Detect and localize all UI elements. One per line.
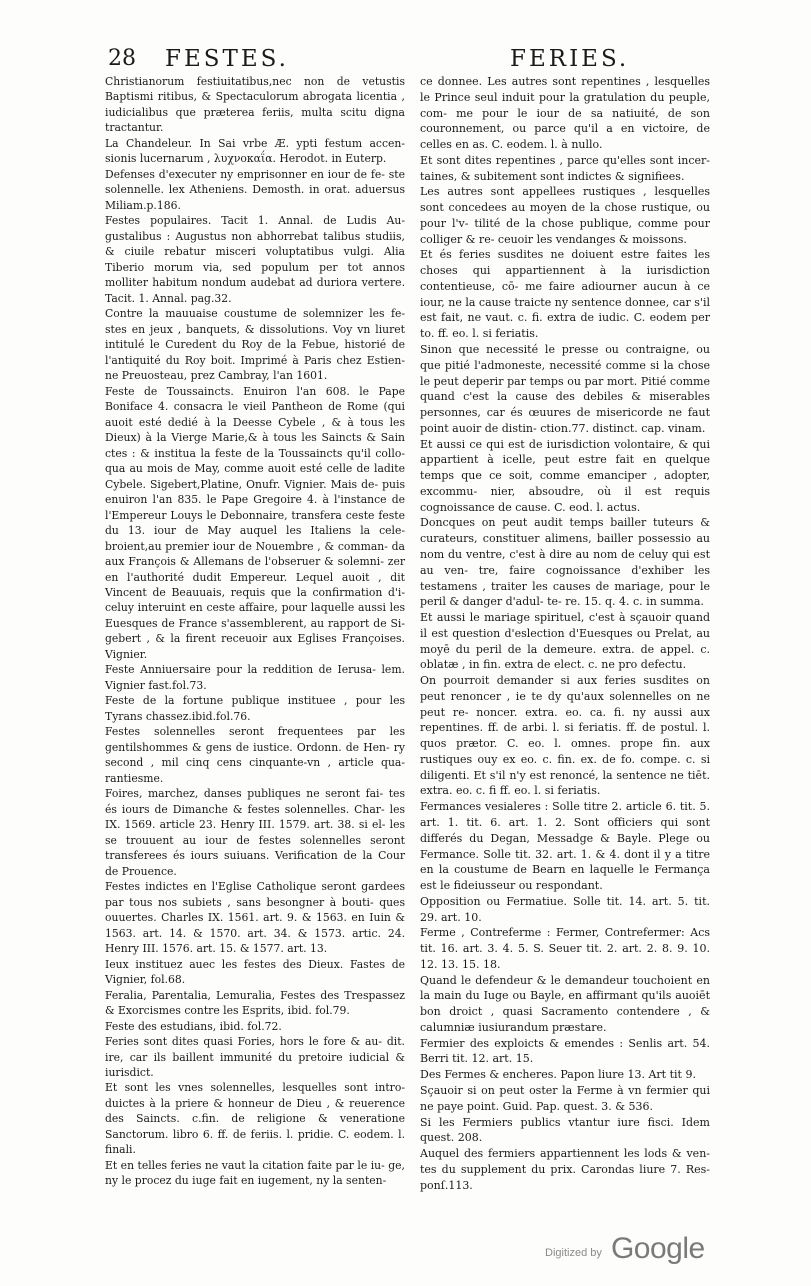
digitized-by-label: Digitized by [545,1247,602,1259]
paragraph: Les autres sont appellees rustiques , lesquelles sont concedees au moyen de la chose rustique, ou pour l'v- tilité de la chose publique, comme pour colliger & re- ceuoir les vendanges & moissons. [420,185,710,246]
paragraph: Et sont dites repentines , parce qu'elles sont incer- taines, & subitement sont indictes & signifiees. [420,153,710,183]
paragraph: Sçauoir si on peut oster la Ferme à vn fermier qui ne paye point. Guid. Pap. quest. 3. & 536. [420,1084,710,1113]
left-column [105,74,405,1189]
paragraph: Doncques on peut audit temps bailler tuteurs & curateurs, constituer alimens, bailler possessio au nom du ventre, c'est à dire au nom de celuy qui est au ven- tre, faire cognoissance d'exhiber les testamens , traiter les causes de mariage, pour le peril & danger d'adul- te- re. 15. q. 4. c. in summa. [420,516,710,609]
paragraph: On pourroit demander si aux feries susdites on peut renoncer , ie te dy qu'aux solennelles on ne peut re- noncer. extra. eo. ca. fi. ny aussi aux repentines. ff. de arbi. l. si feriatis. ff. de postul. l. quos prætor. C. eo. l. omnes. prope fin. aux rustiques ouy ex eo. c. fin. ex. de fo. compe. c. si diligenti. Et s'il n'y est renoncé, la sentence ne tiēt. extra. eo. c. fi ff. eo. l. si feriatis. [420,674,710,798]
paragraph: La Chandeleur. In Sai vrbe Æ. ypti festum accen- sionis lucernarum , λυχνοκαΐα. Herodot. in Euterp. [105,136,405,166]
paragraph: Et aussi ce qui est de iurisdiction volontaire, & qui appartient à icelle, peut estre fait en quelque temps que ce soit, comme emanciper , adopter, excommu- nier, absoudre, où il est requis cognoissance de cause. C. eod. l. actus. [420,437,710,514]
paragraph: Fermier des exploicts & emendes : Senlis art. 54. Berri tit. 12. art. 15. [420,1036,710,1066]
paragraph: Feste de Toussaincts. Enuiron l'an 608. le Pape Boniface 4. consacra le vieil Pantheon de Rome (qui auoit esté dedié à la Deesse Cybele , & à tous les Dieux) à la Vierge Marie,& à tous les Saincts & Sain ctes : & institua la feste de la Toussaincts qu'il collo- qua au mois de May, comme auoit esté celle de ladite Cybele. Sigebert,Platine, Onufr. Vignier. Mais de- puis enuiron l'an 835. le Pape Gregoire 4. à l'instance de l'Empereur Louys le Debonnaire, transfera ceste feste du 13. iour de May auquel les Italiens la cele- broient,au premier iour de Nouembre , & comman- da aux François & Allemans de l'obseruer & solemni- zer en l'authorité dudit Empereur. Lequel auoit , dit Vincent de Beauuais, requis que la confirmation d'i- celuy interuint en ceste affaire, pour laquelle aussi les Euesques de France s'assemblerent, au rapport de Si- gebert , & la firent receuoir aux Eglises Françoises. Vignier. [105,384,405,661]
paragraph: Foires, marchez, danses publiques ne seront fai- tes és iours de Dimanche & festes solennelles. Char- les IX. 1569. article 23. Henry III. 1579. art. 38. si el- les se trouuent au iour de festes solennelles seront transferees és iours suiuans. Verification de la Cour de Prouence. [105,787,405,878]
digitized-by-google [545,1232,805,1272]
paragraph: Ieux instituez auec les festes des Dieux. Fastes de Vignier, fol.68. [105,957,405,987]
paragraph: Et sont les vnes solennelles, lesquelles sont intro- duictes à la priere & honneur de Dieu , & reuerence des Saincts. c.fin. de religione & veneratione Sanctorum. libro 6. ff. de feriis. l. pridie. C. eodem. l. finali. [105,1081,405,1157]
paragraph: ce donnee. Les autres sont repentines , lesquelles le Prince seul induit pour la gratulation du peuple, com- me pour le iour de sa natiuité, de son couronnement, ou parce qu'il a en victoire, de celles en as. C. eodem. l. à nullo. [420,75,710,152]
paragraph: Contre la mauuaise coustume de solemnizer les fe- stes en jeux , banquets, & dissolutions. Voy vn liuret intitulé le Curedent du Roy de la Febue, historié de l'antiquité du Roy boit. Imprimé à Paris chez Estien- ne Preuosteau, prez Cambray, l'an 1601. [105,307,405,383]
paragraph: Christianorum festiuitatibus,nec non de vetustis Baptismi ritibus, & Spectaculorum abrogata licentia , iudicialibus que præterea feriis, multa scitu digna tractantur. [105,75,405,135]
paragraph: Feste de la fortune publique instituee , pour les Tyrans chassez.ibid.fol.76. [105,694,405,723]
paragraph: Et aussi le mariage spirituel, c'est à sçauoir quand il est question d'eslection d'Euesques ou Prelat, au moyē du peril de la demeure. extra. de appel. c. oblatæ , in fin. extra de elect. c. ne pro defectu. [420,611,710,672]
paragraph: Ferme , Contreferme : Fermer, Contrefermer: Acs tit. 16. art. 3. 4. 5. S. Seuer tit. 2. art. 2. 8. 9. 10. 12. 13. 15. 18. [420,926,710,971]
right-column [420,74,710,1193]
paragraph: Feries sont dites quasi Fories, hors le fore & au- dit. ire, car ils baillent immunité du pretoire iudicial & iurisdict. [105,1035,405,1079]
google-logo: Google [610,1232,705,1265]
paragraph: Des Fermes & encheres. Papon liure 13. Art tit 9. [420,1068,696,1082]
paragraph: Feste des estudians, ibid. fol.72. [105,1019,282,1033]
paragraph: Auquel des fermiers appartiennent les lods & ven- tes du supplement du prix. Carondas liure 7. Res- ponſ.113. [420,1147,710,1192]
paragraph: Quand le defendeur & le demandeur touchoient en la main du Iuge ou Bayle, en affirmant qu'ils auoiēt bon droict , quasi Sacramento contendere , & calumniæ iusiurandum præstare. [420,973,710,1034]
paragraph: Festes solennelles seront frequentees par les gentilshommes & gens de iustice. Ordonn. de Hen- ry second , mil cinq cens cinquante-vn , article qua- rantiesme. [105,725,405,785]
paragraph: Festes indictes en l'Eglise Catholique seront gardees par tous nos subiets , sans besongner à bouti- ques ouuertes. Charles IX. 1561. art. 9. & 1563. en Iuin & 1563. art. 14. & 1570. art. 34. & 1573. artic. 24. Henry III. 1576. art. 15. & 1577. art. 13. [105,880,405,956]
paragraph: Festes populaires. Tacit 1. Annal. de Ludis Au- gustalibus : Augustus non abhorrebat talibus studiis, & ciuile rebatur misceri voluptatibus vulgi. Alia Tiberio morum via, sed populum per tot annos molliter habitum nondum audebat ad duriora vertere. Tacit. 1. Annal. pag.32. [105,214,405,305]
paragraph: Opposition ou Fermatiue. Solle tit. 14. art. 5. tit. 29. art. 10. [420,894,710,924]
paragraph: Si les Fermiers publics vtantur iure fisci. Idem quest. 208. [420,1115,710,1145]
paragraph: Feralia, Parentalia, Lemuralia, Festes des Trespassez & Exorcismes contre les Esprits, ibid. fol.79. [105,988,405,1018]
paragraph: Et en telles feries ne vaut la citation faite par le iu- ge, ny le procez du iuge fait en iugement, ny la senten- [105,1158,405,1188]
paragraph: Fermances vesialeres : Solle titre 2. article 6. tit. 5. art. 1. tit. 6. art. 1. 2. Sont officiers qui sont differés du Degan, Messadge & Bayle. Plege ou Fermance. Solle tit. 32. art. 1. & 4. dont il y a titre en la coustume de Bearn en laquelle le Fermança est le fideiusseur ou respondant. [420,800,710,893]
running-head-left: FESTES. [165,46,289,72]
paragraph: Defenses d'executer ny emprisonner en iour de fe- ste solennelle. lex Atheniens. Demosth. in orat. aduersus Miliam.p.186. [105,167,405,212]
paragraph: Feste Anniuersaire pour la reddition de Ierusa- lem. Vignier fast.fol.73. [105,663,405,692]
paragraph: Sinon que necessité le presse ou contraigne, ou que pitié l'admoneste, necessité comme si la chose le peut deperir par temps ou par mort. Pitié comme quand c'est la cause des debiles & miserables personnes, car és œuures de misericorde ne faut point auoir de distin- ction.77. distinct. cap. vinam. [420,343,710,435]
running-head-right: FERIES. [510,46,630,72]
page-number: 28 [108,46,136,71]
paragraph: Et és feries susdites ne doiuent estre faites les choses qui appartiennent à la iurisdiction contentieuse, cō- me faire adiourner aucun à ce iour, ne la cause traicte ny sentence donnee, car s'il est fait, ne vaut. c. fi. extra de iudic. C. eodem per to. ff. eo. l. si feriatis. [420,248,710,341]
